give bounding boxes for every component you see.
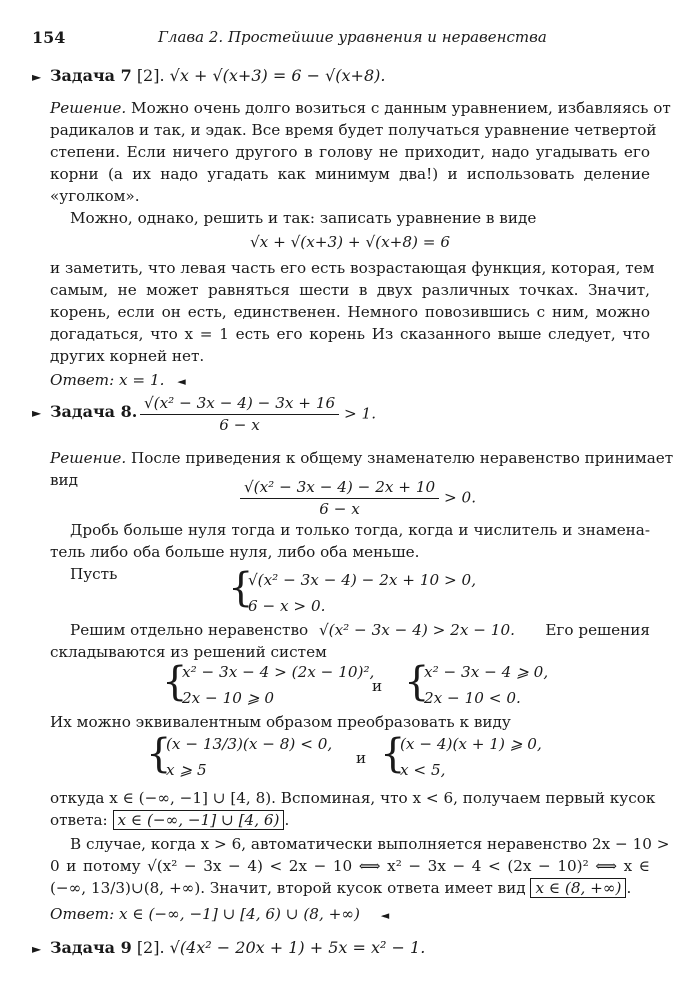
task7-p1-line2: радикалов и так, и эдак. Все время будет получаться уравнение четвертой xyxy=(50,121,657,139)
task8-eq2-relation: > 0. xyxy=(443,488,477,507)
task8-heading xyxy=(32,402,137,423)
sysD-line2: x < 5, xyxy=(400,761,446,779)
sysD-line1: (x − 4)(x + 1) ⩾ 0, xyxy=(400,735,542,753)
task9-heading xyxy=(32,938,425,959)
task7-answer xyxy=(50,370,186,392)
task8-answer xyxy=(50,904,389,926)
page-number: 154 xyxy=(32,28,66,47)
task7-p3-line3: корень, если он есть, единственен. Немного повозившись с ним, можно xyxy=(50,303,650,321)
task8-s6-line1: В случае, когда x > 6, автоматически выполняется неравенство 2x − 10 > xyxy=(70,835,670,853)
task9-equation: √(4x² − 20x + 1) + 5x = x² − 1. xyxy=(169,938,426,957)
task8-denominator: 6 − x xyxy=(219,416,260,434)
task7-p1-line1: Решение. Можно очень долго возиться с данным уравнением, избавляясь от xyxy=(50,99,671,117)
task7-p1-line3: степени. Если ничего другого в голову не приходит, надо угадывать его xyxy=(50,143,650,161)
solution-label: Решение. xyxy=(50,99,127,117)
task7-p3-line1: и заметить, что левая часть его есть возрастающая функция, которая, тем xyxy=(50,259,655,277)
task7-p2: Можно, однако, решить и так: записать уравнение в виде xyxy=(70,209,537,227)
task8-s5-line1: откуда x ∈ (−∞, −1] ∪ [4, 8). Вспоминая, что x < 6, получаем первый кусок xyxy=(50,789,656,807)
task7-p1-line4: корни (а их надо угадать как минимум два!) и использовать деление xyxy=(50,165,650,183)
boxed-answer-part1: x ∈ (−∞, −1] ∪ [4, 6) xyxy=(113,810,285,830)
and-word: и xyxy=(372,677,383,695)
task8-equation2 xyxy=(240,478,476,519)
task8-answer-value: x ∈ (−∞, −1] ∪ [4, 6) ∪ (8, +∞) xyxy=(119,905,360,923)
sysC-line1: (x − 13/3)(x − 8) < 0, xyxy=(166,735,333,753)
task8-eq2-numerator: √(x² − 3x − 4) − 2x + 10 xyxy=(240,478,439,499)
task8-s6-line3: (−∞, 13/3)∪(8, +∞). Значит, второй кусок ответа имеет вид x ∈ (8, +∞) . xyxy=(50,879,632,897)
task8-s5-line2: ответа: x ∈ (−∞, −1] ∪ [4, 6) . xyxy=(50,811,290,829)
system-brace: { xyxy=(162,659,188,705)
task8-let: Пусть xyxy=(70,565,118,583)
sysA-line2: 2x − 10 ⩾ 0 xyxy=(182,689,274,707)
task8-eq2-denominator: 6 − x xyxy=(319,500,360,518)
sysB-line2: 2x − 10 < 0. xyxy=(424,689,521,707)
system-brace: { xyxy=(380,731,406,777)
task8-s4: Их можно эквивалентным образом преобразовать к виду xyxy=(50,713,511,731)
task7-label: Задача 7 xyxy=(50,66,132,85)
chapter-title: Глава 2. Простейшие уравнения и неравенства xyxy=(158,28,547,46)
system-brace: { xyxy=(228,565,254,611)
task9-label: Задача 9 xyxy=(50,938,132,957)
task7-answer-value: x = 1. xyxy=(119,371,165,389)
and-word: и xyxy=(356,749,367,767)
task-marker-icon: ► xyxy=(32,942,42,956)
task8-inequality xyxy=(140,394,376,435)
task8-s1-line2: вид xyxy=(50,471,79,489)
task7-p3-line4: догадаться, что x = 1 есть его корень Из сказанного выше следует, что xyxy=(50,325,650,343)
task8-s6-line2: 0 и потому √(x² − 3x − 4) < 2x − 10 ⟺ x² − 3x − 4 < (2x − 10)² ⟺ x ∈ xyxy=(50,857,650,875)
task-marker-icon: ► xyxy=(32,406,42,420)
system1-line2: 6 − x > 0. xyxy=(248,597,326,615)
answer-label: Ответ: xyxy=(50,371,115,389)
task7-p3-line5: других корней нет. xyxy=(50,347,205,365)
task7-display-equation: √x + √(x+3) + √(x+8) = 6 xyxy=(250,233,451,251)
task7-equation: √x + √(x+3) = 6 − √(x+8). xyxy=(169,66,386,85)
task7-ref: [2]. xyxy=(136,66,165,85)
solution-label: Решение. xyxy=(50,449,127,467)
task8-s3-line2: складываются из решений систем xyxy=(50,643,327,661)
task8-s3-line1: Решим отдельно неравенство √(x² − 3x − 4) > 2x − 10. Его решения xyxy=(70,621,650,639)
task8-relation: > 1. xyxy=(343,404,377,423)
task8-s2-line1: Дробь больше нуля тогда и только тогда, когда и числитель и знамена- xyxy=(70,521,650,539)
system-brace: { xyxy=(146,731,172,777)
task-marker-icon: ► xyxy=(32,70,42,84)
end-marker-icon: ◄ xyxy=(177,375,186,388)
task8-s1-line1: Решение. После приведения к общему знаменателю неравенство принимает xyxy=(50,449,674,467)
task9-ref: [2]. xyxy=(136,938,165,957)
boxed-answer-part2: x ∈ (8, +∞) xyxy=(530,878,626,898)
task7-p1-line5: «уголком». xyxy=(50,187,140,205)
task7-heading xyxy=(32,66,385,87)
task8-fraction xyxy=(140,394,339,435)
task8-fraction2 xyxy=(240,478,439,519)
sysA-line1: x² − 3x − 4 > (2x − 10)², xyxy=(182,663,375,681)
sysB-line1: x² − 3x − 4 ⩾ 0, xyxy=(424,663,549,681)
end-marker-icon: ◄ xyxy=(380,909,390,922)
task8-label: Задача 8. xyxy=(50,402,138,421)
answer-label: Ответ: xyxy=(50,905,115,923)
task8-numerator: √(x² − 3x − 4) − 3x + 16 xyxy=(140,394,339,415)
system1-line1: √(x² − 3x − 4) − 2x + 10 > 0, xyxy=(248,571,477,589)
task7-p3-line2: самым, не может равняться шести в двух различных точках. Значит, xyxy=(50,281,650,299)
system-brace: { xyxy=(404,659,430,705)
sysC-line2: x ⩾ 5 xyxy=(166,761,207,779)
task8-s2-line2: тель либо оба больше нуля, либо оба меньше. xyxy=(50,543,420,561)
